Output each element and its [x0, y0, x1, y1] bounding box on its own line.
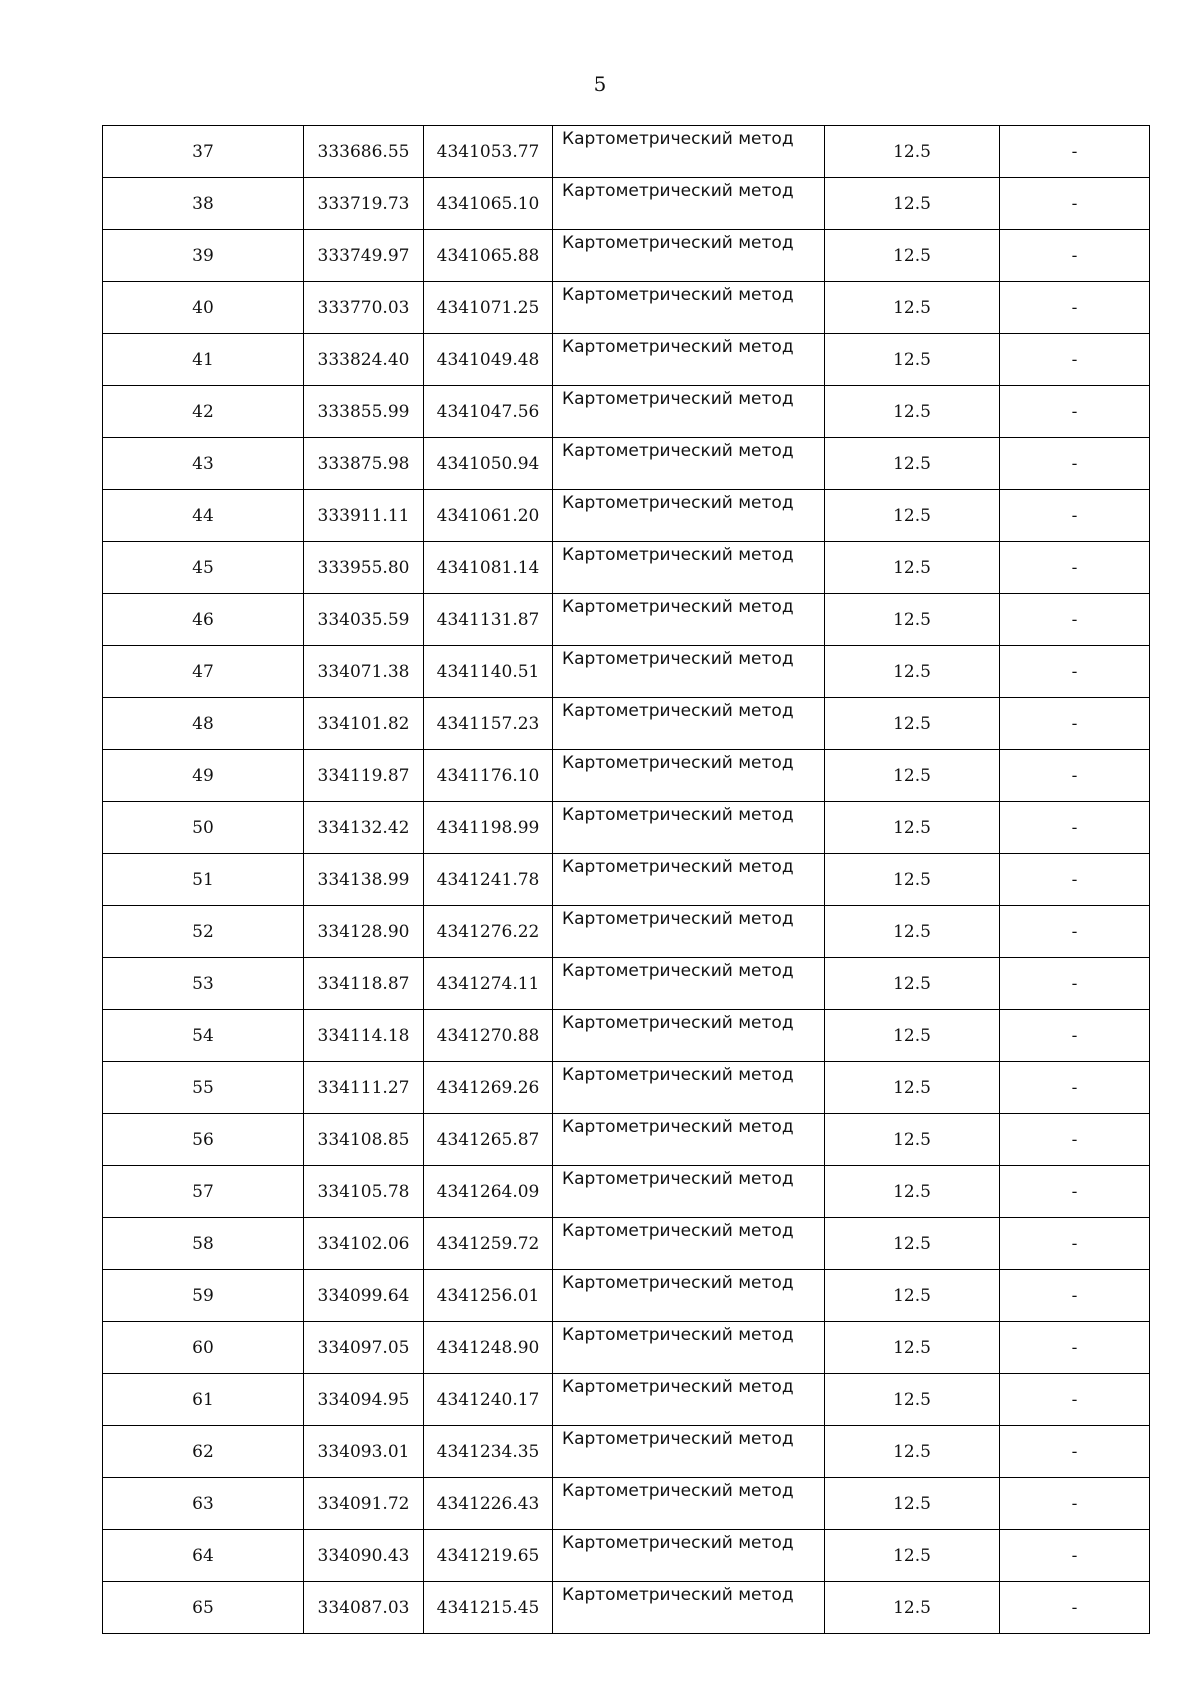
note-cell: -	[1000, 126, 1150, 178]
point-number-cell: 45	[103, 542, 304, 594]
accuracy-cell: 12.5	[825, 698, 1000, 750]
method-cell: Картометрический метод	[553, 438, 825, 490]
y-coordinate-cell: 4341157.23	[424, 698, 553, 750]
y-coordinate-cell: 4341219.65	[424, 1530, 553, 1582]
table-row	[103, 750, 1150, 802]
accuracy-cell: 12.5	[825, 750, 1000, 802]
table-row	[103, 126, 1150, 178]
y-coordinate-cell: 4341241.78	[424, 854, 553, 906]
point-number-cell: 37	[103, 126, 304, 178]
note-cell: -	[1000, 178, 1150, 230]
x-coordinate-cell: 334090.43	[304, 1530, 424, 1582]
method-cell: Картометрический метод	[553, 126, 825, 178]
point-number-cell: 41	[103, 334, 304, 386]
table-row	[103, 854, 1150, 906]
accuracy-cell: 12.5	[825, 126, 1000, 178]
method-cell: Картометрический метод	[553, 594, 825, 646]
point-number-cell: 51	[103, 854, 304, 906]
method-cell: Картометрический метод	[553, 1530, 825, 1582]
y-coordinate-cell: 4341269.26	[424, 1062, 553, 1114]
note-cell: -	[1000, 542, 1150, 594]
x-coordinate-cell: 334111.27	[304, 1062, 424, 1114]
point-number-cell: 55	[103, 1062, 304, 1114]
y-coordinate-cell: 4341049.48	[424, 334, 553, 386]
note-cell: -	[1000, 854, 1150, 906]
table-row	[103, 282, 1150, 334]
x-coordinate-cell: 334119.87	[304, 750, 424, 802]
x-coordinate-cell: 334097.05	[304, 1322, 424, 1374]
note-cell: -	[1000, 1530, 1150, 1582]
coordinates-table	[102, 125, 1150, 1634]
method-cell: Картометрический метод	[553, 386, 825, 438]
point-number-cell: 50	[103, 802, 304, 854]
table-row	[103, 1478, 1150, 1530]
method-cell: Картометрический метод	[553, 958, 825, 1010]
y-coordinate-cell: 4341071.25	[424, 282, 553, 334]
method-cell: Картометрический метод	[553, 750, 825, 802]
method-cell: Картометрический метод	[553, 542, 825, 594]
accuracy-cell: 12.5	[825, 282, 1000, 334]
x-coordinate-cell: 334102.06	[304, 1218, 424, 1270]
accuracy-cell: 12.5	[825, 906, 1000, 958]
point-number-cell: 59	[103, 1270, 304, 1322]
note-cell: -	[1000, 906, 1150, 958]
note-cell: -	[1000, 802, 1150, 854]
y-coordinate-cell: 4341259.72	[424, 1218, 553, 1270]
x-coordinate-cell: 333955.80	[304, 542, 424, 594]
table-row	[103, 1218, 1150, 1270]
accuracy-cell: 12.5	[825, 854, 1000, 906]
table-row	[103, 1322, 1150, 1374]
method-cell: Картометрический метод	[553, 854, 825, 906]
point-number-cell: 62	[103, 1426, 304, 1478]
x-coordinate-cell: 334091.72	[304, 1478, 424, 1530]
point-number-cell: 38	[103, 178, 304, 230]
y-coordinate-cell: 4341276.22	[424, 906, 553, 958]
y-coordinate-cell: 4341215.45	[424, 1582, 553, 1634]
table-row	[103, 1374, 1150, 1426]
point-number-cell: 63	[103, 1478, 304, 1530]
point-number-cell: 65	[103, 1582, 304, 1634]
table-row	[103, 490, 1150, 542]
note-cell: -	[1000, 386, 1150, 438]
note-cell: -	[1000, 1114, 1150, 1166]
point-number-cell: 61	[103, 1374, 304, 1426]
accuracy-cell: 12.5	[825, 1582, 1000, 1634]
point-number-cell: 60	[103, 1322, 304, 1374]
note-cell: -	[1000, 646, 1150, 698]
accuracy-cell: 12.5	[825, 1114, 1000, 1166]
note-cell: -	[1000, 750, 1150, 802]
point-number-cell: 54	[103, 1010, 304, 1062]
table-row	[103, 1114, 1150, 1166]
accuracy-cell: 12.5	[825, 1530, 1000, 1582]
x-coordinate-cell: 333855.99	[304, 386, 424, 438]
method-cell: Картометрический метод	[553, 230, 825, 282]
x-coordinate-cell: 333875.98	[304, 438, 424, 490]
point-number-cell: 42	[103, 386, 304, 438]
point-number-cell: 53	[103, 958, 304, 1010]
accuracy-cell: 12.5	[825, 1374, 1000, 1426]
y-coordinate-cell: 4341053.77	[424, 126, 553, 178]
y-coordinate-cell: 4341248.90	[424, 1322, 553, 1374]
method-cell: Картометрический метод	[553, 1218, 825, 1270]
x-coordinate-cell: 334105.78	[304, 1166, 424, 1218]
method-cell: Картометрический метод	[553, 1062, 825, 1114]
point-number-cell: 40	[103, 282, 304, 334]
y-coordinate-cell: 4341065.10	[424, 178, 553, 230]
accuracy-cell: 12.5	[825, 178, 1000, 230]
y-coordinate-cell: 4341265.87	[424, 1114, 553, 1166]
x-coordinate-cell: 334071.38	[304, 646, 424, 698]
x-coordinate-cell: 334138.99	[304, 854, 424, 906]
y-coordinate-cell: 4341176.10	[424, 750, 553, 802]
y-coordinate-cell: 4341140.51	[424, 646, 553, 698]
method-cell: Картометрический метод	[553, 1426, 825, 1478]
y-coordinate-cell: 4341226.43	[424, 1478, 553, 1530]
point-number-cell: 43	[103, 438, 304, 490]
method-cell: Картометрический метод	[553, 490, 825, 542]
x-coordinate-cell: 334087.03	[304, 1582, 424, 1634]
table-row	[103, 698, 1150, 750]
x-coordinate-cell: 334118.87	[304, 958, 424, 1010]
accuracy-cell: 12.5	[825, 386, 1000, 438]
accuracy-cell: 12.5	[825, 802, 1000, 854]
note-cell: -	[1000, 1426, 1150, 1478]
accuracy-cell: 12.5	[825, 646, 1000, 698]
table-row	[103, 230, 1150, 282]
table-row	[103, 802, 1150, 854]
x-coordinate-cell: 334094.95	[304, 1374, 424, 1426]
note-cell: -	[1000, 230, 1150, 282]
y-coordinate-cell: 4341131.87	[424, 594, 553, 646]
accuracy-cell: 12.5	[825, 230, 1000, 282]
x-coordinate-cell: 334099.64	[304, 1270, 424, 1322]
table-row	[103, 646, 1150, 698]
table-row	[103, 1582, 1150, 1634]
y-coordinate-cell: 4341274.11	[424, 958, 553, 1010]
note-cell: -	[1000, 1166, 1150, 1218]
x-coordinate-cell: 333686.55	[304, 126, 424, 178]
accuracy-cell: 12.5	[825, 1478, 1000, 1530]
table-row	[103, 1166, 1150, 1218]
accuracy-cell: 12.5	[825, 334, 1000, 386]
note-cell: -	[1000, 1270, 1150, 1322]
accuracy-cell: 12.5	[825, 1218, 1000, 1270]
note-cell: -	[1000, 1582, 1150, 1634]
note-cell: -	[1000, 1218, 1150, 1270]
x-coordinate-cell: 334114.18	[304, 1010, 424, 1062]
x-coordinate-cell: 333911.11	[304, 490, 424, 542]
table-row	[103, 1270, 1150, 1322]
table-row	[103, 906, 1150, 958]
note-cell: -	[1000, 1374, 1150, 1426]
y-coordinate-cell: 4341264.09	[424, 1166, 553, 1218]
x-coordinate-cell: 333749.97	[304, 230, 424, 282]
table-body	[103, 126, 1150, 1634]
x-coordinate-cell: 334132.42	[304, 802, 424, 854]
accuracy-cell: 12.5	[825, 490, 1000, 542]
method-cell: Картометрический метод	[553, 1270, 825, 1322]
table-row	[103, 1062, 1150, 1114]
table-row	[103, 1530, 1150, 1582]
note-cell: -	[1000, 698, 1150, 750]
note-cell: -	[1000, 1010, 1150, 1062]
x-coordinate-cell: 334108.85	[304, 1114, 424, 1166]
point-number-cell: 39	[103, 230, 304, 282]
table-row	[103, 542, 1150, 594]
y-coordinate-cell: 4341050.94	[424, 438, 553, 490]
x-coordinate-cell: 334093.01	[304, 1426, 424, 1478]
accuracy-cell: 12.5	[825, 594, 1000, 646]
method-cell: Картометрический метод	[553, 1582, 825, 1634]
method-cell: Картометрический метод	[553, 1374, 825, 1426]
note-cell: -	[1000, 438, 1150, 490]
note-cell: -	[1000, 958, 1150, 1010]
table-row	[103, 334, 1150, 386]
x-coordinate-cell: 333719.73	[304, 178, 424, 230]
method-cell: Картометрический метод	[553, 334, 825, 386]
method-cell: Картометрический метод	[553, 178, 825, 230]
point-number-cell: 46	[103, 594, 304, 646]
accuracy-cell: 12.5	[825, 1166, 1000, 1218]
accuracy-cell: 12.5	[825, 1270, 1000, 1322]
point-number-cell: 57	[103, 1166, 304, 1218]
x-coordinate-cell: 333824.40	[304, 334, 424, 386]
method-cell: Картометрический метод	[553, 646, 825, 698]
table-row	[103, 1426, 1150, 1478]
point-number-cell: 58	[103, 1218, 304, 1270]
table-row	[103, 958, 1150, 1010]
accuracy-cell: 12.5	[825, 1062, 1000, 1114]
page-number: 5	[593, 72, 607, 96]
accuracy-cell: 12.5	[825, 1322, 1000, 1374]
method-cell: Картометрический метод	[553, 1322, 825, 1374]
method-cell: Картометрический метод	[553, 1010, 825, 1062]
y-coordinate-cell: 4341240.17	[424, 1374, 553, 1426]
y-coordinate-cell: 4341198.99	[424, 802, 553, 854]
point-number-cell: 49	[103, 750, 304, 802]
x-coordinate-cell: 334101.82	[304, 698, 424, 750]
accuracy-cell: 12.5	[825, 542, 1000, 594]
note-cell: -	[1000, 1478, 1150, 1530]
point-number-cell: 44	[103, 490, 304, 542]
accuracy-cell: 12.5	[825, 958, 1000, 1010]
method-cell: Картометрический метод	[553, 1114, 825, 1166]
point-number-cell: 52	[103, 906, 304, 958]
y-coordinate-cell: 4341047.56	[424, 386, 553, 438]
table-row	[103, 438, 1150, 490]
accuracy-cell: 12.5	[825, 1010, 1000, 1062]
method-cell: Картометрический метод	[553, 282, 825, 334]
table-row	[103, 1010, 1150, 1062]
table-row	[103, 386, 1150, 438]
note-cell: -	[1000, 334, 1150, 386]
point-number-cell: 48	[103, 698, 304, 750]
table-row	[103, 594, 1150, 646]
x-coordinate-cell: 333770.03	[304, 282, 424, 334]
method-cell: Картометрический метод	[553, 802, 825, 854]
y-coordinate-cell: 4341061.20	[424, 490, 553, 542]
x-coordinate-cell: 334128.90	[304, 906, 424, 958]
point-number-cell: 64	[103, 1530, 304, 1582]
method-cell: Картометрический метод	[553, 698, 825, 750]
method-cell: Картометрический метод	[553, 1166, 825, 1218]
point-number-cell: 47	[103, 646, 304, 698]
accuracy-cell: 12.5	[825, 438, 1000, 490]
accuracy-cell: 12.5	[825, 1426, 1000, 1478]
y-coordinate-cell: 4341256.01	[424, 1270, 553, 1322]
method-cell: Картометрический метод	[553, 1478, 825, 1530]
y-coordinate-cell: 4341270.88	[424, 1010, 553, 1062]
table-row	[103, 178, 1150, 230]
y-coordinate-cell: 4341065.88	[424, 230, 553, 282]
method-cell: Картометрический метод	[553, 906, 825, 958]
note-cell: -	[1000, 1322, 1150, 1374]
x-coordinate-cell: 334035.59	[304, 594, 424, 646]
note-cell: -	[1000, 594, 1150, 646]
note-cell: -	[1000, 490, 1150, 542]
note-cell: -	[1000, 1062, 1150, 1114]
point-number-cell: 56	[103, 1114, 304, 1166]
y-coordinate-cell: 4341234.35	[424, 1426, 553, 1478]
y-coordinate-cell: 4341081.14	[424, 542, 553, 594]
note-cell: -	[1000, 282, 1150, 334]
